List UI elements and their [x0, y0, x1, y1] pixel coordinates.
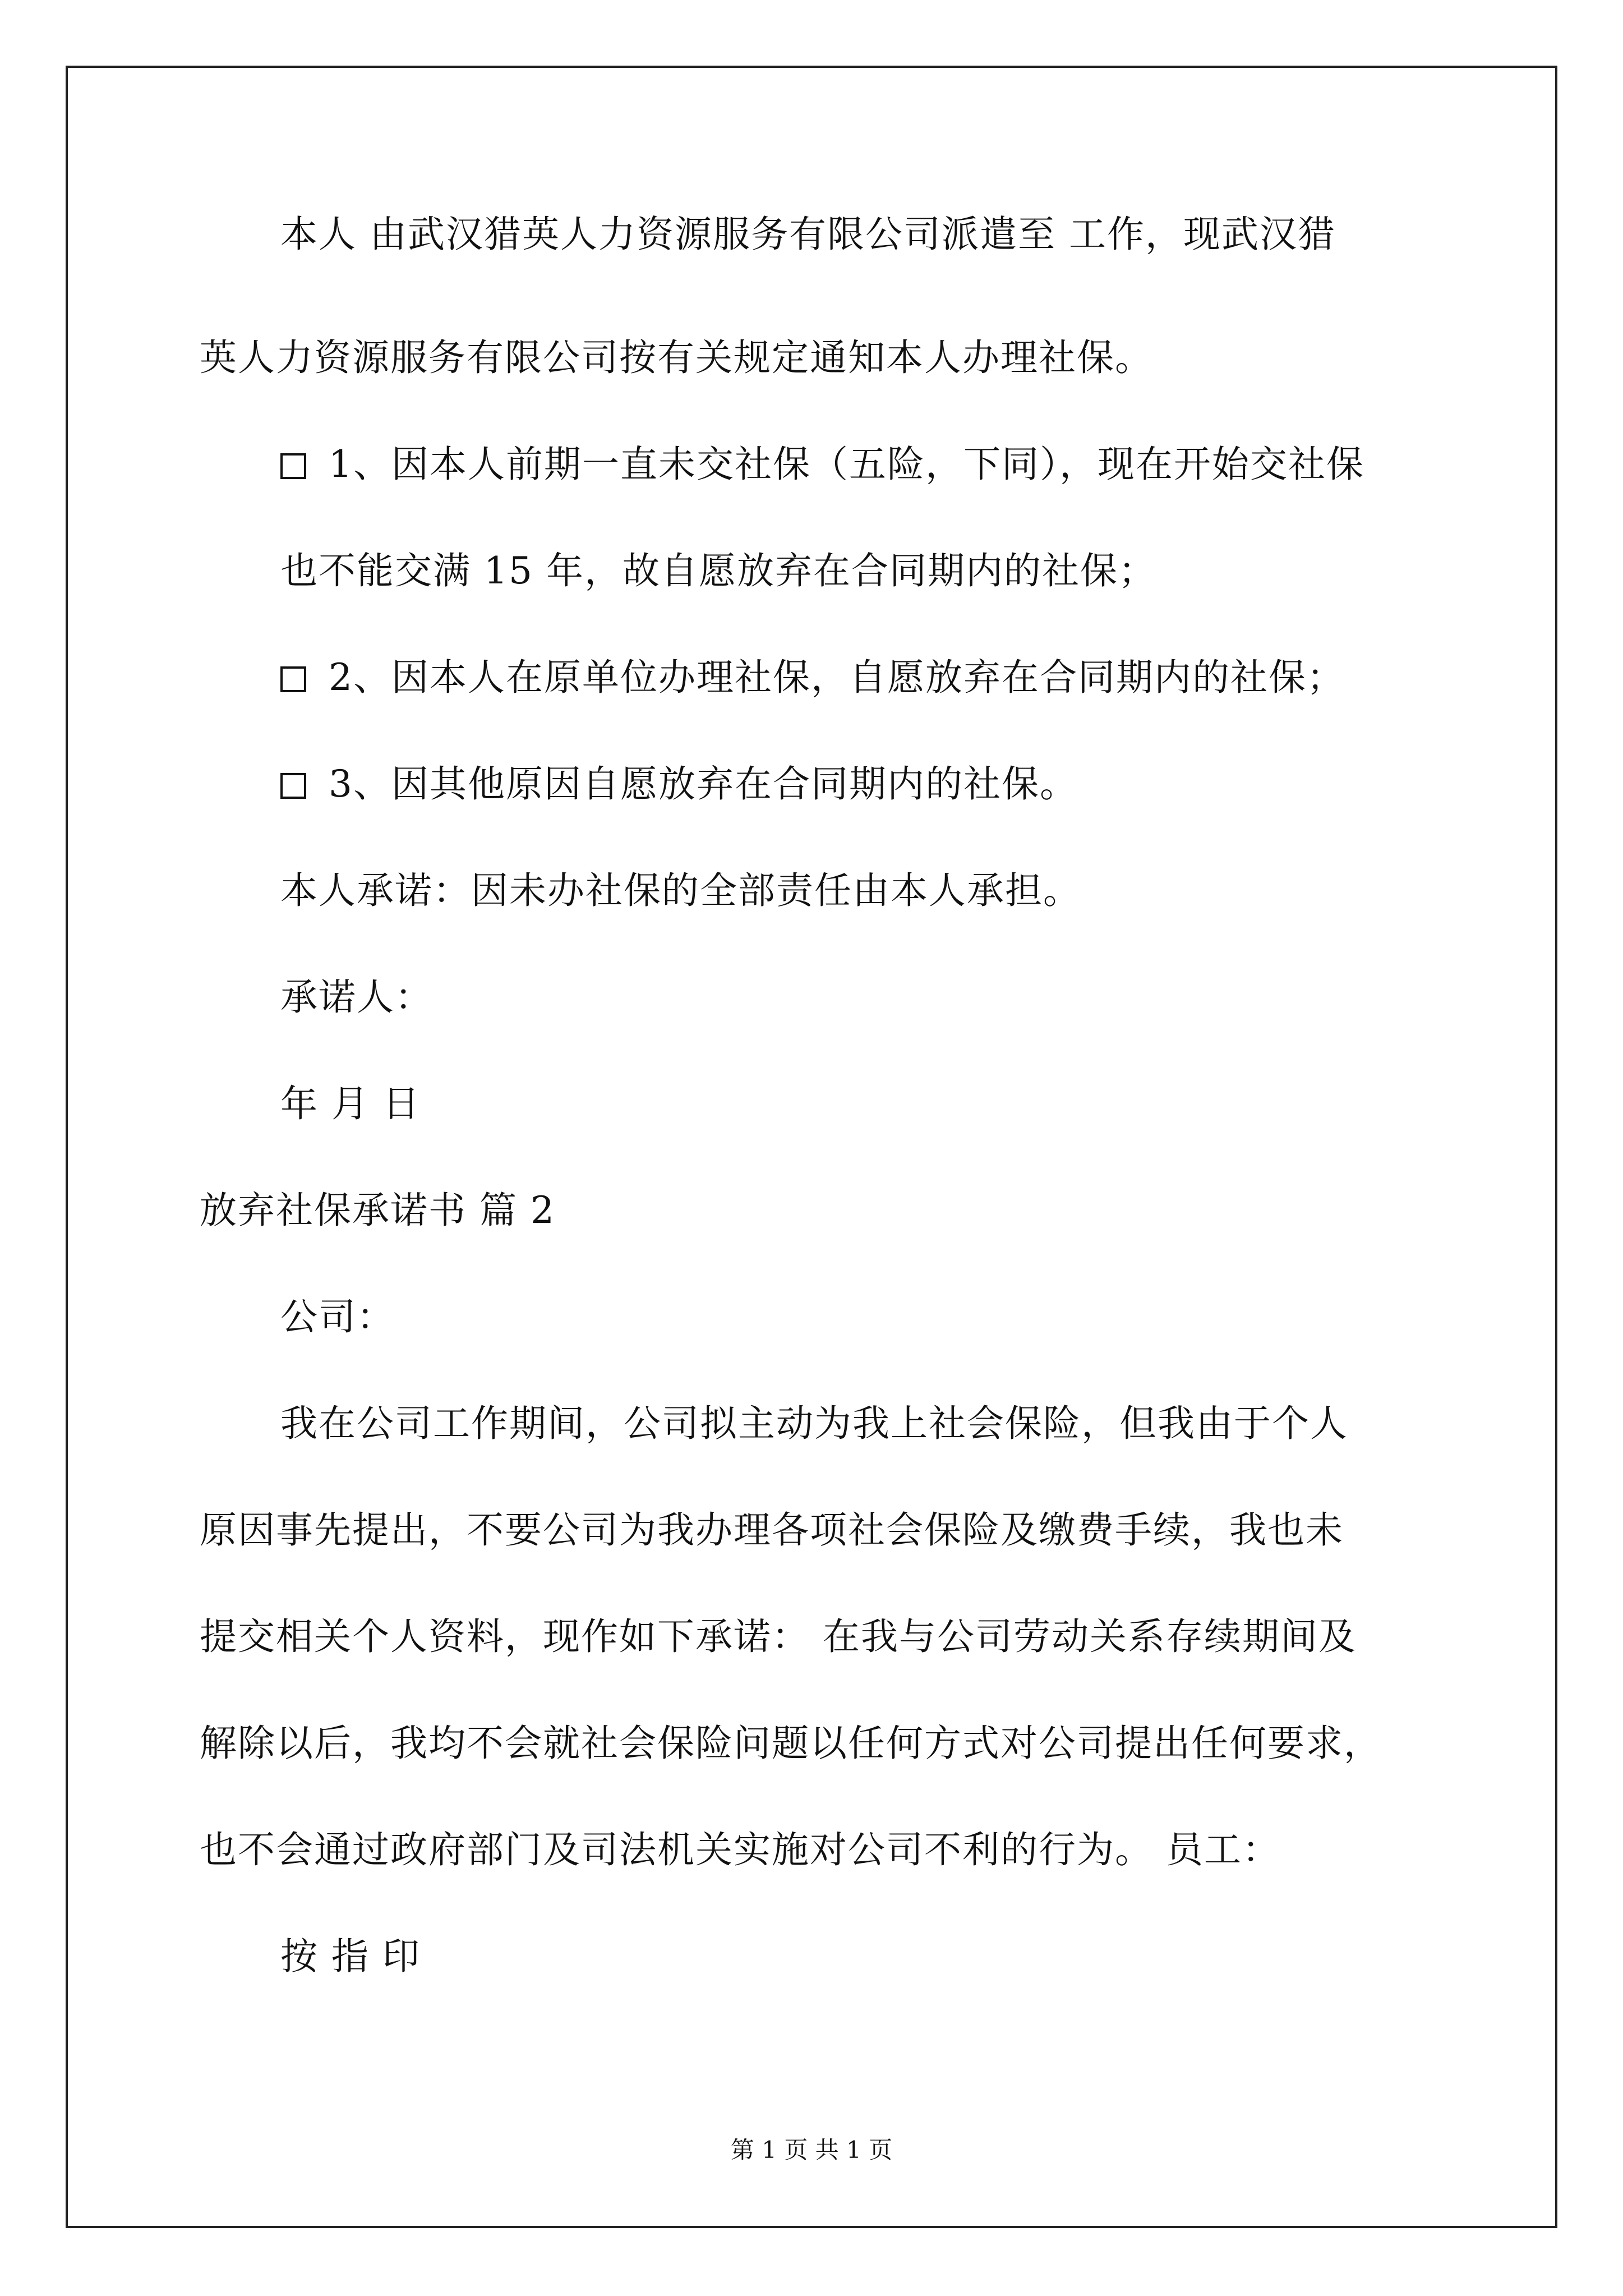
- section-2-title: 放弃社保承诺书 篇 2: [200, 1189, 555, 1232]
- option-2-checkbox[interactable]: [280, 666, 306, 692]
- fingerprint-label: 按 指 印: [280, 1935, 421, 1978]
- paragraph-2-line-5: 也不会通过政府部门及司法机关实施对公司不利的行为。 员工：: [200, 1828, 1280, 1871]
- option-1-checkbox[interactable]: [280, 453, 306, 479]
- company-label: 公司：: [280, 1295, 395, 1338]
- paragraph-2-line-3: 提交相关个人资料，现作如下承诺： 在我与公司劳动关系存续期间及: [200, 1615, 1357, 1658]
- paragraph-1-line-2: 英人力资源服务有限公司按有关规定通知本人办理社保。: [200, 336, 1153, 379]
- option-2-text: 2、因本人在原单位办理社保，自愿放弃在合同期内的社保；: [329, 656, 1345, 699]
- option-1-line-1: [280, 442, 1364, 487]
- paragraph-2-line-1: 我在公司工作期间，公司拟主动为我上社会保险，但我由于个人: [280, 1402, 1348, 1445]
- paragraph-1-line-1: 本人 由武汉猎英人力资源服务有限公司派遣至 工作，现武汉猎: [280, 213, 1336, 256]
- option-1-text: 1、因本人前期一直未交社保（五险，下同），现在开始交社保: [329, 443, 1364, 486]
- date-label: 年 月 日: [280, 1082, 421, 1125]
- paragraph-2-line-4: 解除以后，我均不会就社会保险问题以任何方式对公司提出任何要求，: [200, 1722, 1382, 1765]
- option-2: [280, 655, 1345, 700]
- option-3-text: 3、因其他原因自愿放弃在合同期内的社保。: [329, 762, 1078, 806]
- page-footer: 第 1 页 共 1 页: [730, 2136, 893, 2164]
- page-border: [66, 66, 1557, 2228]
- paragraph-2-line-2: 原因事先提出，不要公司为我办理各项社会保险及缴费手续，我也未: [200, 1508, 1344, 1552]
- promise-statement: 本人承诺：因未办社保的全部责任由本人承担。: [280, 869, 1081, 912]
- option-3: [280, 762, 1078, 807]
- option-3-checkbox[interactable]: [280, 773, 306, 799]
- promisor-label: 承诺人：: [280, 976, 433, 1019]
- option-1-line-2: 也不能交满 15 年，故自愿放弃在合同期内的社保；: [280, 549, 1156, 592]
